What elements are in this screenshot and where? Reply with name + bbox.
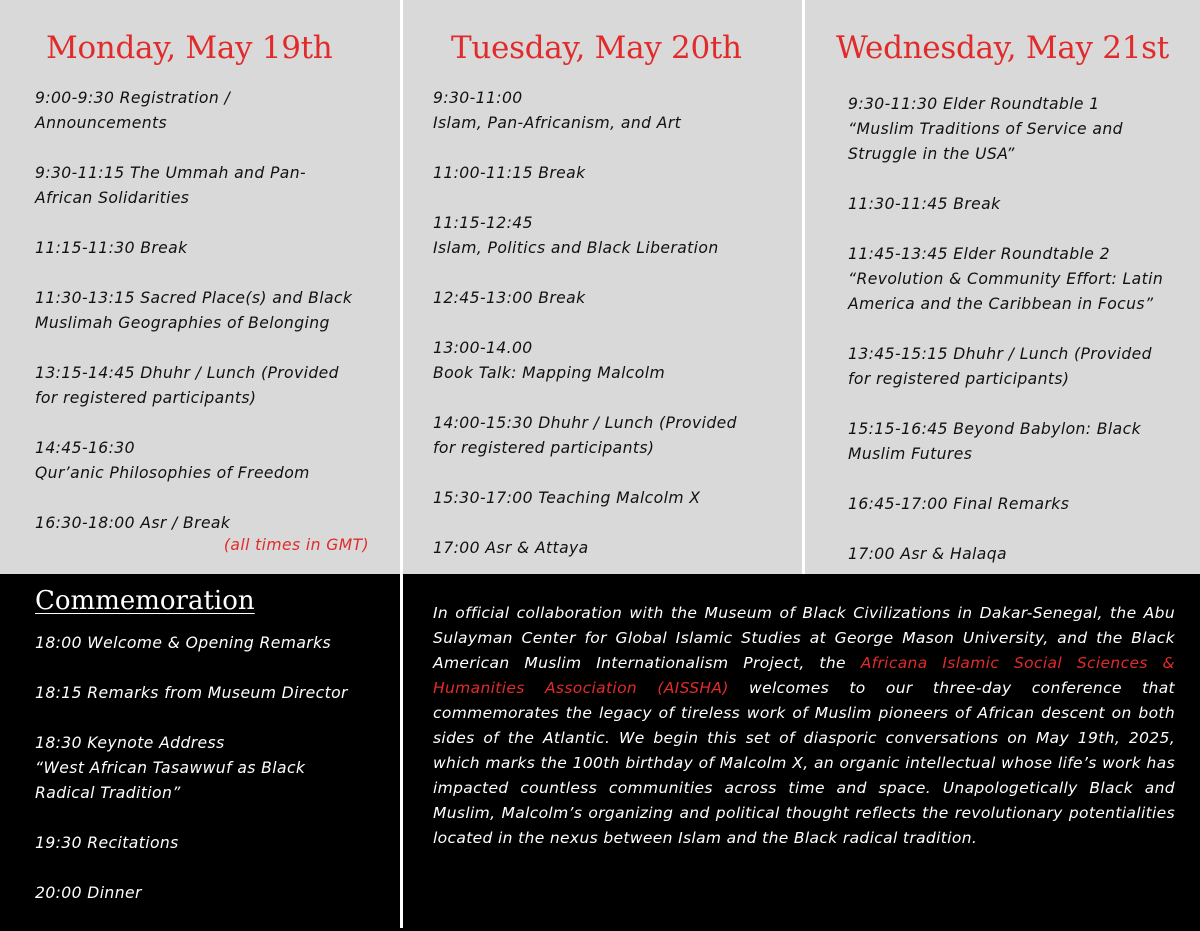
schedule-item-line: 11:15-11:30 Break xyxy=(35,239,188,257)
schedule-item-line: 20:00 Dinner xyxy=(35,884,142,902)
schedule-item xyxy=(35,236,380,261)
schedule-item xyxy=(433,286,778,311)
schedule-item xyxy=(848,242,1188,317)
schedule-item xyxy=(35,881,385,906)
schedule-item xyxy=(433,211,778,261)
schedule-item xyxy=(433,161,778,186)
schedule-item xyxy=(848,192,1188,217)
about-paragraph xyxy=(433,601,1175,851)
schedule-list xyxy=(35,86,380,561)
schedule-item-line: 15:15-16:45 Beyond Babylon: Black xyxy=(848,420,1141,438)
day-column-tuesday xyxy=(403,0,802,574)
commemoration-heading: Commemoration xyxy=(35,586,255,616)
schedule-item xyxy=(35,86,380,136)
day-column-monday xyxy=(0,0,400,574)
about-text-after: welcomes to our three-day conference that commemorates the legacy of tireless work of Muslim pioneers of African descent on both sides of the Atlantic. We begin this set of diasporic conversations on May 19th, 2025, which marks the 100th birthday of Malcolm X, an organic intellectual whose life’s work has impacted countless communities across time and space. Unapologetically Black and Muslim, Malcolm’s organizing and political thought reflects the revolutionary potentialities located in the nexus between Islam and the Black radical tradition. xyxy=(433,679,1175,847)
day-column-wednesday xyxy=(805,0,1200,574)
schedule-item-line: 18:15 Remarks from Museum Director xyxy=(35,684,348,702)
schedule-item-line: Announcements xyxy=(35,114,168,132)
schedule-item xyxy=(433,536,778,561)
schedule-item xyxy=(433,336,778,386)
commemoration-list xyxy=(35,631,385,931)
day-title: Monday, May 19th xyxy=(46,30,333,66)
timezone-note: (all times in GMT) xyxy=(223,536,369,554)
schedule-item xyxy=(35,361,380,411)
schedule-item xyxy=(848,492,1188,517)
schedule-item-line: Islam, Politics and Black Liberation xyxy=(433,239,719,257)
schedule-item-line: “Revolution & Community Effort: Latin xyxy=(848,270,1164,288)
schedule-item-line: for registered participants) xyxy=(433,439,655,457)
schedule-item-line: 15:30-17:00 Teaching Malcolm X xyxy=(433,489,701,507)
schedule-item xyxy=(35,631,385,656)
schedule-item-line: Islam, Pan-Africanism, and Art xyxy=(433,114,682,132)
schedule-item-line: African Solidarities xyxy=(35,189,190,207)
schedule-item-line: 9:00-9:30 Registration / xyxy=(35,89,231,107)
schedule-item-line: “West African Tasawwuf as Black xyxy=(35,759,306,777)
schedule-item-line: 13:45-15:15 Dhuhr / Lunch (Provided xyxy=(848,345,1152,363)
about-text-before: In official collaboration with the Museum of Black Civilizations in Dakar-Senegal, the Abu Sulayman Center for Global Islamic Studies at George Mason University, and the Black American Muslim Internationalism Project, the xyxy=(433,604,1175,672)
schedule-item-line: America and the Caribbean in Focus” xyxy=(848,295,1154,313)
day-title: Wednesday, May 21st xyxy=(836,30,1169,66)
schedule-item-line: Qur’anic Philosophies of Freedom xyxy=(35,464,310,482)
schedule-item-line: 19:30 Recitations xyxy=(35,834,179,852)
schedule-item-line: 9:30-11:00 xyxy=(433,89,523,107)
schedule-item xyxy=(35,731,385,806)
schedule-item xyxy=(35,161,380,211)
schedule-item xyxy=(433,486,778,511)
schedule-item-line: 9:30-11:30 Elder Roundtable 1 xyxy=(848,95,1100,113)
schedule-item xyxy=(35,286,380,336)
column-divider xyxy=(400,0,403,928)
schedule-item xyxy=(433,86,778,136)
schedule-item-line: 11:00-11:15 Break xyxy=(433,164,586,182)
schedule-item-line: Book Talk: Mapping Malcolm xyxy=(433,364,666,382)
schedule-item-line: 17:00 Asr & Attaya xyxy=(433,539,589,557)
schedule-item xyxy=(35,511,380,536)
organization-name: Africana Islamic Social Sciences & Humanities Association (AISSHA) xyxy=(433,654,1175,697)
schedule-item-line: for registered participants) xyxy=(848,370,1070,388)
schedule-item-line: 11:30-11:45 Break xyxy=(848,195,1001,213)
schedule-item xyxy=(35,831,385,856)
schedule-item-line: 16:30-18:00 Asr / Break xyxy=(35,514,231,532)
schedule-list xyxy=(848,92,1188,592)
schedule-list xyxy=(433,86,778,586)
schedule-item-line: “Muslim Traditions of Service and xyxy=(848,120,1123,138)
schedule-item-line: 9:30-11:15 The Ummah and Pan- xyxy=(35,164,307,182)
schedule-item xyxy=(848,542,1188,567)
schedule-item-line: 12:45-13:00 Break xyxy=(433,289,586,307)
day-title: Tuesday, May 20th xyxy=(451,30,742,66)
schedule-item-line: for registered participants) xyxy=(35,389,257,407)
schedule-item-line: 11:30-13:15 Sacred Place(s) and Black xyxy=(35,289,353,307)
schedule-item-line: 13:00-14.00 xyxy=(433,339,533,357)
schedule-item xyxy=(848,92,1188,167)
column-divider xyxy=(802,0,805,574)
schedule-item xyxy=(848,417,1188,467)
schedule-item-line: 11:15-12:45 xyxy=(433,214,533,232)
schedule-item-line: 17:00 Asr & Halaqa xyxy=(848,545,1007,563)
schedule-item-line: 11:45-13:45 Elder Roundtable 2 xyxy=(848,245,1110,263)
schedule-item-line: 14:00-15:30 Dhuhr / Lunch (Provided xyxy=(433,414,737,432)
schedule-item xyxy=(35,436,380,486)
schedule-item xyxy=(433,411,778,461)
schedule-item-line: Muslimah Geographies of Belonging xyxy=(35,314,330,332)
schedule-item-line: Radical Tradition” xyxy=(35,784,181,802)
schedule-item-line: 18:00 Welcome & Opening Remarks xyxy=(35,634,332,652)
schedule-item-line: 14:45-16:30 xyxy=(35,439,135,457)
schedule-item xyxy=(848,342,1188,392)
schedule-item-line: 18:30 Keynote Address xyxy=(35,734,225,752)
schedule-item xyxy=(35,681,385,706)
schedule-item-line: 13:15-14:45 Dhuhr / Lunch (Provided xyxy=(35,364,339,382)
schedule-item-line: 16:45-17:00 Final Remarks xyxy=(848,495,1070,513)
schedule-item-line: Struggle in the USA” xyxy=(848,145,1015,163)
schedule-item-line: Muslim Futures xyxy=(848,445,973,463)
